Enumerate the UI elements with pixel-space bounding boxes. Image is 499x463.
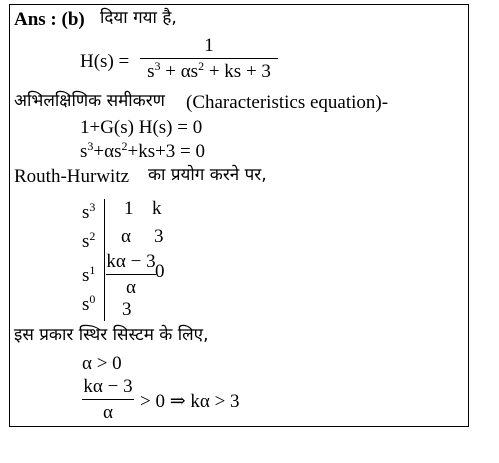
- routh-divider: [104, 199, 105, 321]
- routh-cell-r2c2: 3: [154, 226, 164, 247]
- equation-2: $s^3+\alpha s^2+ks+3 = 0$: [80, 139, 206, 162]
- condition-2-denominator: α: [103, 402, 113, 423]
- transfer-function-fraction: [140, 36, 278, 81]
- char-eq-heading-hindi: अभिलक्षिणिक समीकरण: [14, 91, 165, 111]
- stable-heading: इस प्रकार स्थिर सिस्टम के लिए,: [14, 325, 209, 345]
- routh-power-s3: $s^3$: [82, 200, 96, 223]
- condition-2-numerator: kα − 3: [83, 376, 133, 397]
- routh-heading-hindi: का प्रयोग करने पर,: [148, 165, 267, 185]
- equation-1: 1+G(s) H(s) = 0: [80, 117, 203, 138]
- transfer-function-numerator: 1: [204, 35, 214, 56]
- fraction-bar: [106, 274, 156, 275]
- fraction-bar: [82, 399, 134, 400]
- transfer-function-lhs: H(s) =: [80, 51, 130, 72]
- routh-cell-r1c1: 1: [124, 198, 134, 219]
- char-eq-heading-english: (Characteristics equation)-: [186, 92, 389, 113]
- condition-2-fraction: [82, 377, 134, 422]
- routh-cell-r3c2: 0: [155, 261, 165, 282]
- routh-cell-r4c1: 3: [122, 299, 132, 320]
- routh-cell-r1c2: k: [152, 198, 162, 219]
- answer-label: Ans : (b): [14, 9, 85, 30]
- routh-r3-denominator: α: [126, 277, 136, 298]
- routh-power-s1: $s^1$: [82, 263, 96, 286]
- routh-power-s2: $s^2$: [82, 229, 96, 252]
- routh-cell-r3c1: [106, 252, 156, 297]
- routh-heading-english: Routh-Hurwitz: [14, 166, 130, 187]
- condition-2-rhs: > 0 ⇒ kα > 3: [140, 391, 240, 412]
- condition-1: α > 0: [82, 353, 122, 374]
- routh-cell-r2c1: α: [121, 226, 131, 247]
- given-text: दिया गया है,: [100, 8, 177, 28]
- transfer-function-denominator: $s^3 + \alpha s^2$ + ks + 3: [147, 59, 271, 82]
- routh-power-s0: $s^0$: [82, 292, 96, 315]
- routh-r3-numerator: kα − 3: [106, 251, 156, 272]
